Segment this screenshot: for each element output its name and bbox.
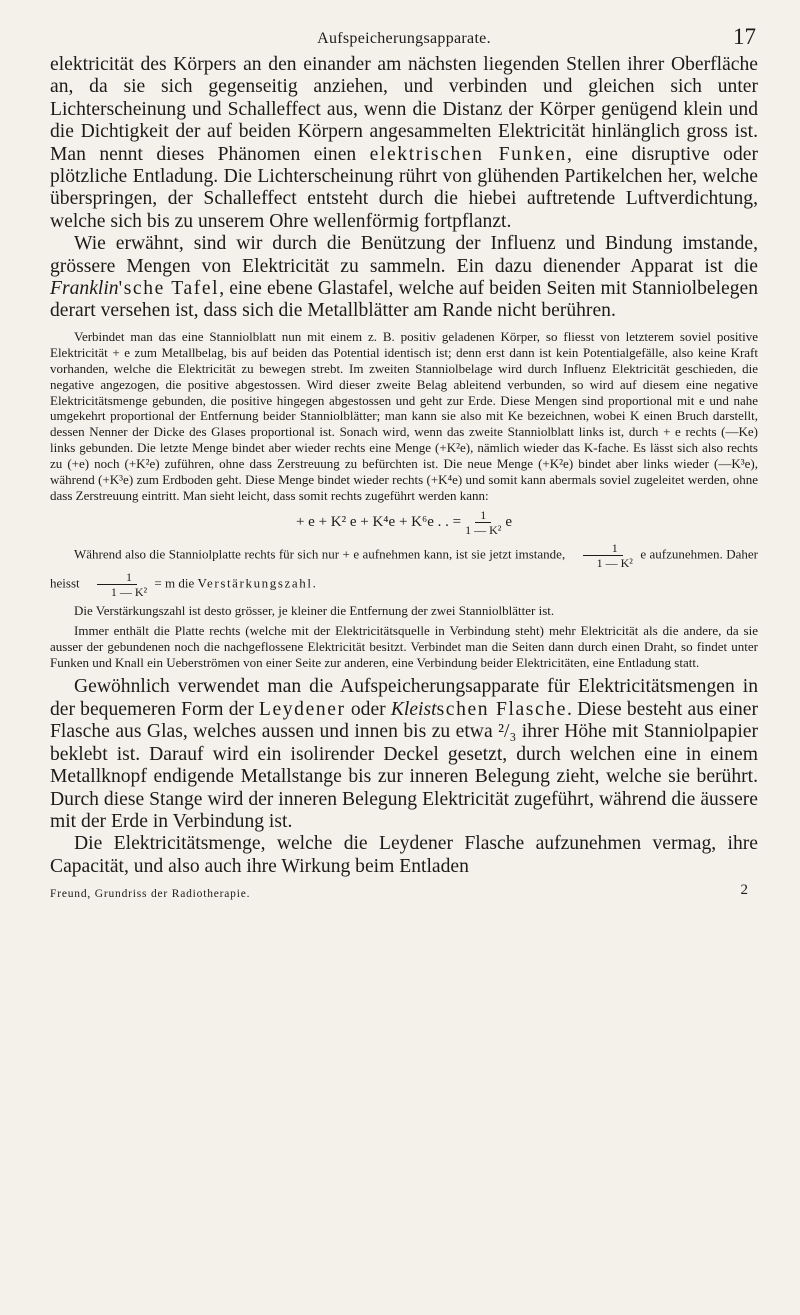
fraction: $\frac{1}{\text{1 — K²}}$: [87, 570, 147, 599]
running-head: Aufspeicherungsapparate.: [317, 30, 491, 47]
page-number: 17: [733, 24, 756, 49]
smallprint-distance: Die Verstärkungszahl ist desto grösser, je kleiner die Entfernung der zwei Stanniolblätter ist.: [74, 602, 555, 618]
name-kleist: Kleist: [390, 698, 437, 720]
signature-mark: 2: [740, 882, 748, 899]
formula-series: + e + K² e + K⁴e + K⁶e . . = $\frac{1}{\text{1 — K²}}$ e: [295, 507, 513, 537]
term-flasche: Flasche: [495, 698, 568, 720]
paragraph-spark: elektricität des Körpers an den einander am nächsten liegenden Stellen ihrer Oberfläche an, da sie sich gegenseitig anziehen, und verbinden und gleichen sich unter Lichterscheinung und Schalleffect aus, wenn die Distanz der Körper genügend klein und die Dichtigkeit der auf beiden Körpern angesammelten Elektricität hinlänglich gross ist. Man nennt dieses Phänomen einen elektrischen Funken, eine disruptive oder plötzliche Entladung. Die Lichterscheinung rührt von glühenden Partikelchen her, welche überspringen, der Schalleffect entsteht durch die hiebei auftretende Luftverdichtung, welche sich bis zu unserem Ohre wellenförmig fortpflanzt.: [50, 54, 758, 232]
page-header: [50, 14, 758, 54]
smallprint-discharge: Immer enthält die Platte rechts (welche mit der Elektricitätsquelle in Verbindung steht) mehr Elektricität als die andere, da sie ausser der gebundenen noch die nachgeflossene Elektricität besitzt. Verbindet man die Seiten dann durch einen Draht, so findet unter Funken und Knall ein Ueberströmen von einer Seite zur anderen, eine Verbindung beider Elektricitäten, eine Entladung statt.: [50, 622, 758, 670]
smallprint-derivation: Verbindet man das eine Stanniolblatt nun mit einem z. B. positiv geladenen Körper, so fliesst von letzterem soviel positive Elektricität + e zum Metallbelag, bis auf beiden das Potential identisch ist; denn erst dann ist kein Potentialgefälle, also keine Kraft vorhanden, welche die Elektricität zu bewegen strebt. Im zweiten Stanniolbelage wird durch Influenz Elektricität geschieden, die negative angezogen, die positive abgestossen. Wird dieser zweite Belag ableitend verbunden, so wird auf diesem eine negative Elektricitätsmenge gebunden, die positive hingegen abgestossen und geht zur Erde. Diese Mengen sind proportional mit e und nahe umgekehrt proportional der Entfernung beider Stanniolblätter; man kann sie also mit Ke bezeichnen, wobei K einen Bruch darstellt, dessen Nenner der Dicke des Glases proportional ist. Sonach wird, wenn das zweite Stanniolblatt links ist, durch + e rechts (—Ke) links gebunden. Die letzte Menge bindet aber wieder rechts eine Menge (+K²e), nämlich wieder das K-fache. Es lässt sich also rechts zu (+e) noch (+K²e) zuführen, ohne dass Zerstreuung zu befürchten ist. Die neue Menge (+K²e) bindet aber links wieder (—K³e), während (+K³e) zum Erdboden geht. Diese Menge bindet wieder rechts (+K⁴e) und somit kann abermals soviel zugeleitet werden, ohne dass Zerstreuung eintritt. Man sieht leicht, dass somit rechts zugeführt werden kann:: [50, 328, 758, 503]
smallprint-verstaerkungszahl: Während also die Stanniolplatte rechts für sich nur + e aufnehmen kann, ist sie jetzt imstande, $\frac{1}{\text{1 — K²}}$ e aufzunehmen. Daher heisst $\frac{1}{\text{1 — K²}}$ = m die Verstärkungszahl.: [50, 540, 758, 599]
paragraph-leydener-flasche: Gewöhnlich verwendet man die Aufspeicherungsapparate für Elektricitätsmengen in der bequemeren Form der Leydener oder Kleistschen Flasche. Diese besteht aus einer Flasche aus Glas, welches aussen und innen bis zu etwa ²/₃ ihrer Höhe mit Stanniolpapier beklebt ist. Darauf wird ein isolirender Deckel gesetzt, durch welchen eine in einem Metallknopf endigende Metallstange bis zur inneren Belegung zieht, welche sie berührt. Durch diese Stange wird der inneren Belegung Elektricität zugeführt, während die äussere mit der Erde in Verbindung ist.: [50, 676, 758, 832]
term-elektrischer-funken: elektrischen Funken: [369, 143, 567, 165]
fraction: $\frac{1}{\text{1 — K²}}$: [465, 507, 502, 537]
paragraph-franklin-tafel: Wie erwähnt, sind wir durch die Benützung der Influenz und Bindung imstande, grössere Mengen von Elektricität zu sammeln. Ein dazu dienender Apparat ist die Franklin'sche Tafel, eine ebene Glastafel, welche auf beiden Seiten mit Stanniolbelegen derart versehen ist, dass sich die Metallblätter am Rande nicht berühren.: [50, 233, 758, 322]
paragraph-capacity: Die Elektricitätsmenge, welche die Leydener Flasche aufzunehmen vermag, ihre Capacität, und also auch ihre Wirkung beim Entladen: [50, 833, 758, 877]
page-footer: [50, 884, 758, 900]
term-verstaerkungszahl: Verstärkungszahl: [197, 575, 313, 591]
term-leydener: Leydener: [258, 698, 346, 720]
name-franklin: Franklin: [50, 278, 119, 300]
fraction: $\frac{1}{\text{1 — K²}}$: [573, 541, 633, 570]
book-page: [50, 14, 758, 900]
source-note: Freund, Grundriss der Radiotherapie.: [50, 888, 251, 901]
